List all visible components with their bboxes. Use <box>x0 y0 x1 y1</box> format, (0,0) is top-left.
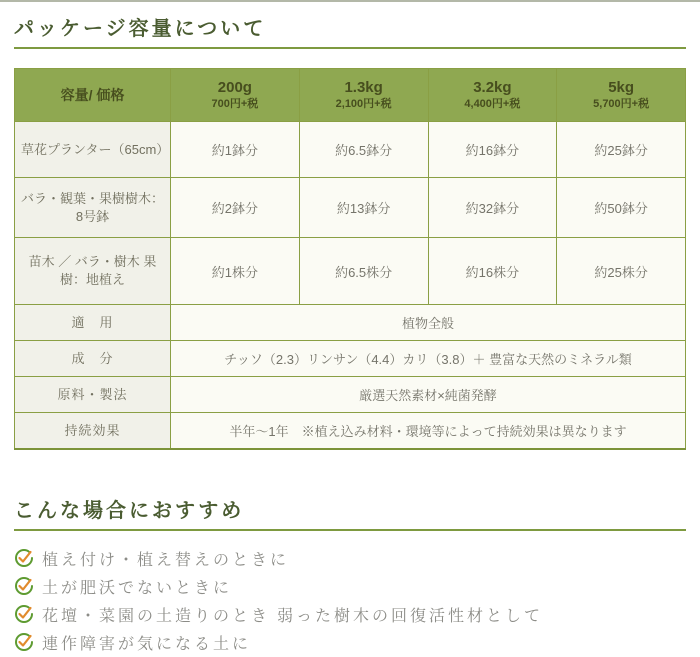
section-title-underline <box>14 47 686 49</box>
row-label: 苗木 ／ バラ・樹木 果樹：地植え <box>15 238 171 305</box>
row-label: バラ・観葉・果樹樹木：8号鉢 <box>15 178 171 238</box>
cell-value: 半年～1年 ※植え込み材料・環境等によって持続効果は異なります <box>171 413 686 450</box>
cell-value: 約25鉢分 <box>557 122 686 178</box>
cell-value: 約13鉢分 <box>299 178 428 238</box>
cell-value: 約32鉢分 <box>428 178 557 238</box>
table-row-application <box>15 305 686 341</box>
section-title-underline <box>14 529 686 531</box>
check-icon <box>14 576 34 596</box>
cell-value: 約16株分 <box>428 238 557 305</box>
cell-value: 約50鉢分 <box>557 178 686 238</box>
package-price: 4,400円+税 <box>464 98 521 110</box>
package-capacity-section <box>0 12 700 450</box>
package-size: 200g <box>217 79 252 96</box>
cell-value: 約1鉢分 <box>171 122 300 178</box>
table-row-rose-pot <box>15 178 686 238</box>
table-row-planter <box>15 122 686 178</box>
row-label: 原料・製法 <box>15 377 171 413</box>
top-divider <box>0 0 700 2</box>
check-icon <box>14 632 34 652</box>
cell-value: チッソ（2.3）リンサン（4.4）カリ（3.8）＋ 豊富な天然のミネラル類 <box>171 341 686 377</box>
table-row-materials <box>15 377 686 413</box>
checklist-item <box>14 544 700 572</box>
cell-value: 約1株分 <box>171 238 300 305</box>
package-price: 2,100円+税 <box>335 98 392 110</box>
recommend-section <box>0 494 700 656</box>
table-header-row <box>15 69 686 122</box>
row-label: 草花プランター（65cm） <box>15 122 171 178</box>
checklist-item-label: 花壇・菜園の土造りのとき 弱った樹木の回復活性材として <box>42 607 544 625</box>
header-cell-3-2kg <box>428 69 557 122</box>
check-icon <box>14 604 34 624</box>
checklist-item <box>14 600 700 628</box>
header-cell-capacity-price: 容量/ 価格 <box>15 69 171 122</box>
table-row-duration <box>15 413 686 450</box>
row-label: 適 用 <box>15 305 171 341</box>
cell-value: 厳選天然素材×純菌発酵 <box>171 377 686 413</box>
cell-value: 植物全般 <box>171 305 686 341</box>
package-size: 5kg <box>608 79 635 96</box>
capacity-price-table <box>14 68 686 450</box>
check-icon <box>14 548 34 568</box>
checklist-item <box>14 572 700 600</box>
package-size: 1.3kg <box>344 79 383 96</box>
header-cell-200g <box>171 69 300 122</box>
header-cell-1-3kg <box>299 69 428 122</box>
cell-value: 約16鉢分 <box>428 122 557 178</box>
cell-value: 約25株分 <box>557 238 686 305</box>
package-price: 5,700円+税 <box>593 98 650 110</box>
cell-value: 約2鉢分 <box>171 178 300 238</box>
cell-value: 約6.5株分 <box>299 238 428 305</box>
table-row-sapling-ground <box>15 238 686 305</box>
table-row-ingredients <box>15 341 686 377</box>
header-cell-5kg <box>557 69 686 122</box>
checklist-item-label: 土が肥沃でないときに <box>42 579 233 597</box>
row-label: 成 分 <box>15 341 171 377</box>
section-title-recommend: こんな場合におすすめ <box>14 500 245 522</box>
checklist-item-label: 植え付け・植え替えのときに <box>42 551 290 569</box>
checklist-item-label: 連作障害が気になる土に <box>42 635 252 653</box>
cell-value: 約6.5鉢分 <box>299 122 428 178</box>
package-size: 3.2kg <box>473 79 512 96</box>
row-label: 持続効果 <box>15 413 171 450</box>
package-price: 700円+税 <box>211 98 259 110</box>
checklist-item <box>14 628 700 656</box>
section-title-package-capacity: パッケージ容量について <box>14 18 267 40</box>
recommend-checklist <box>14 544 700 656</box>
